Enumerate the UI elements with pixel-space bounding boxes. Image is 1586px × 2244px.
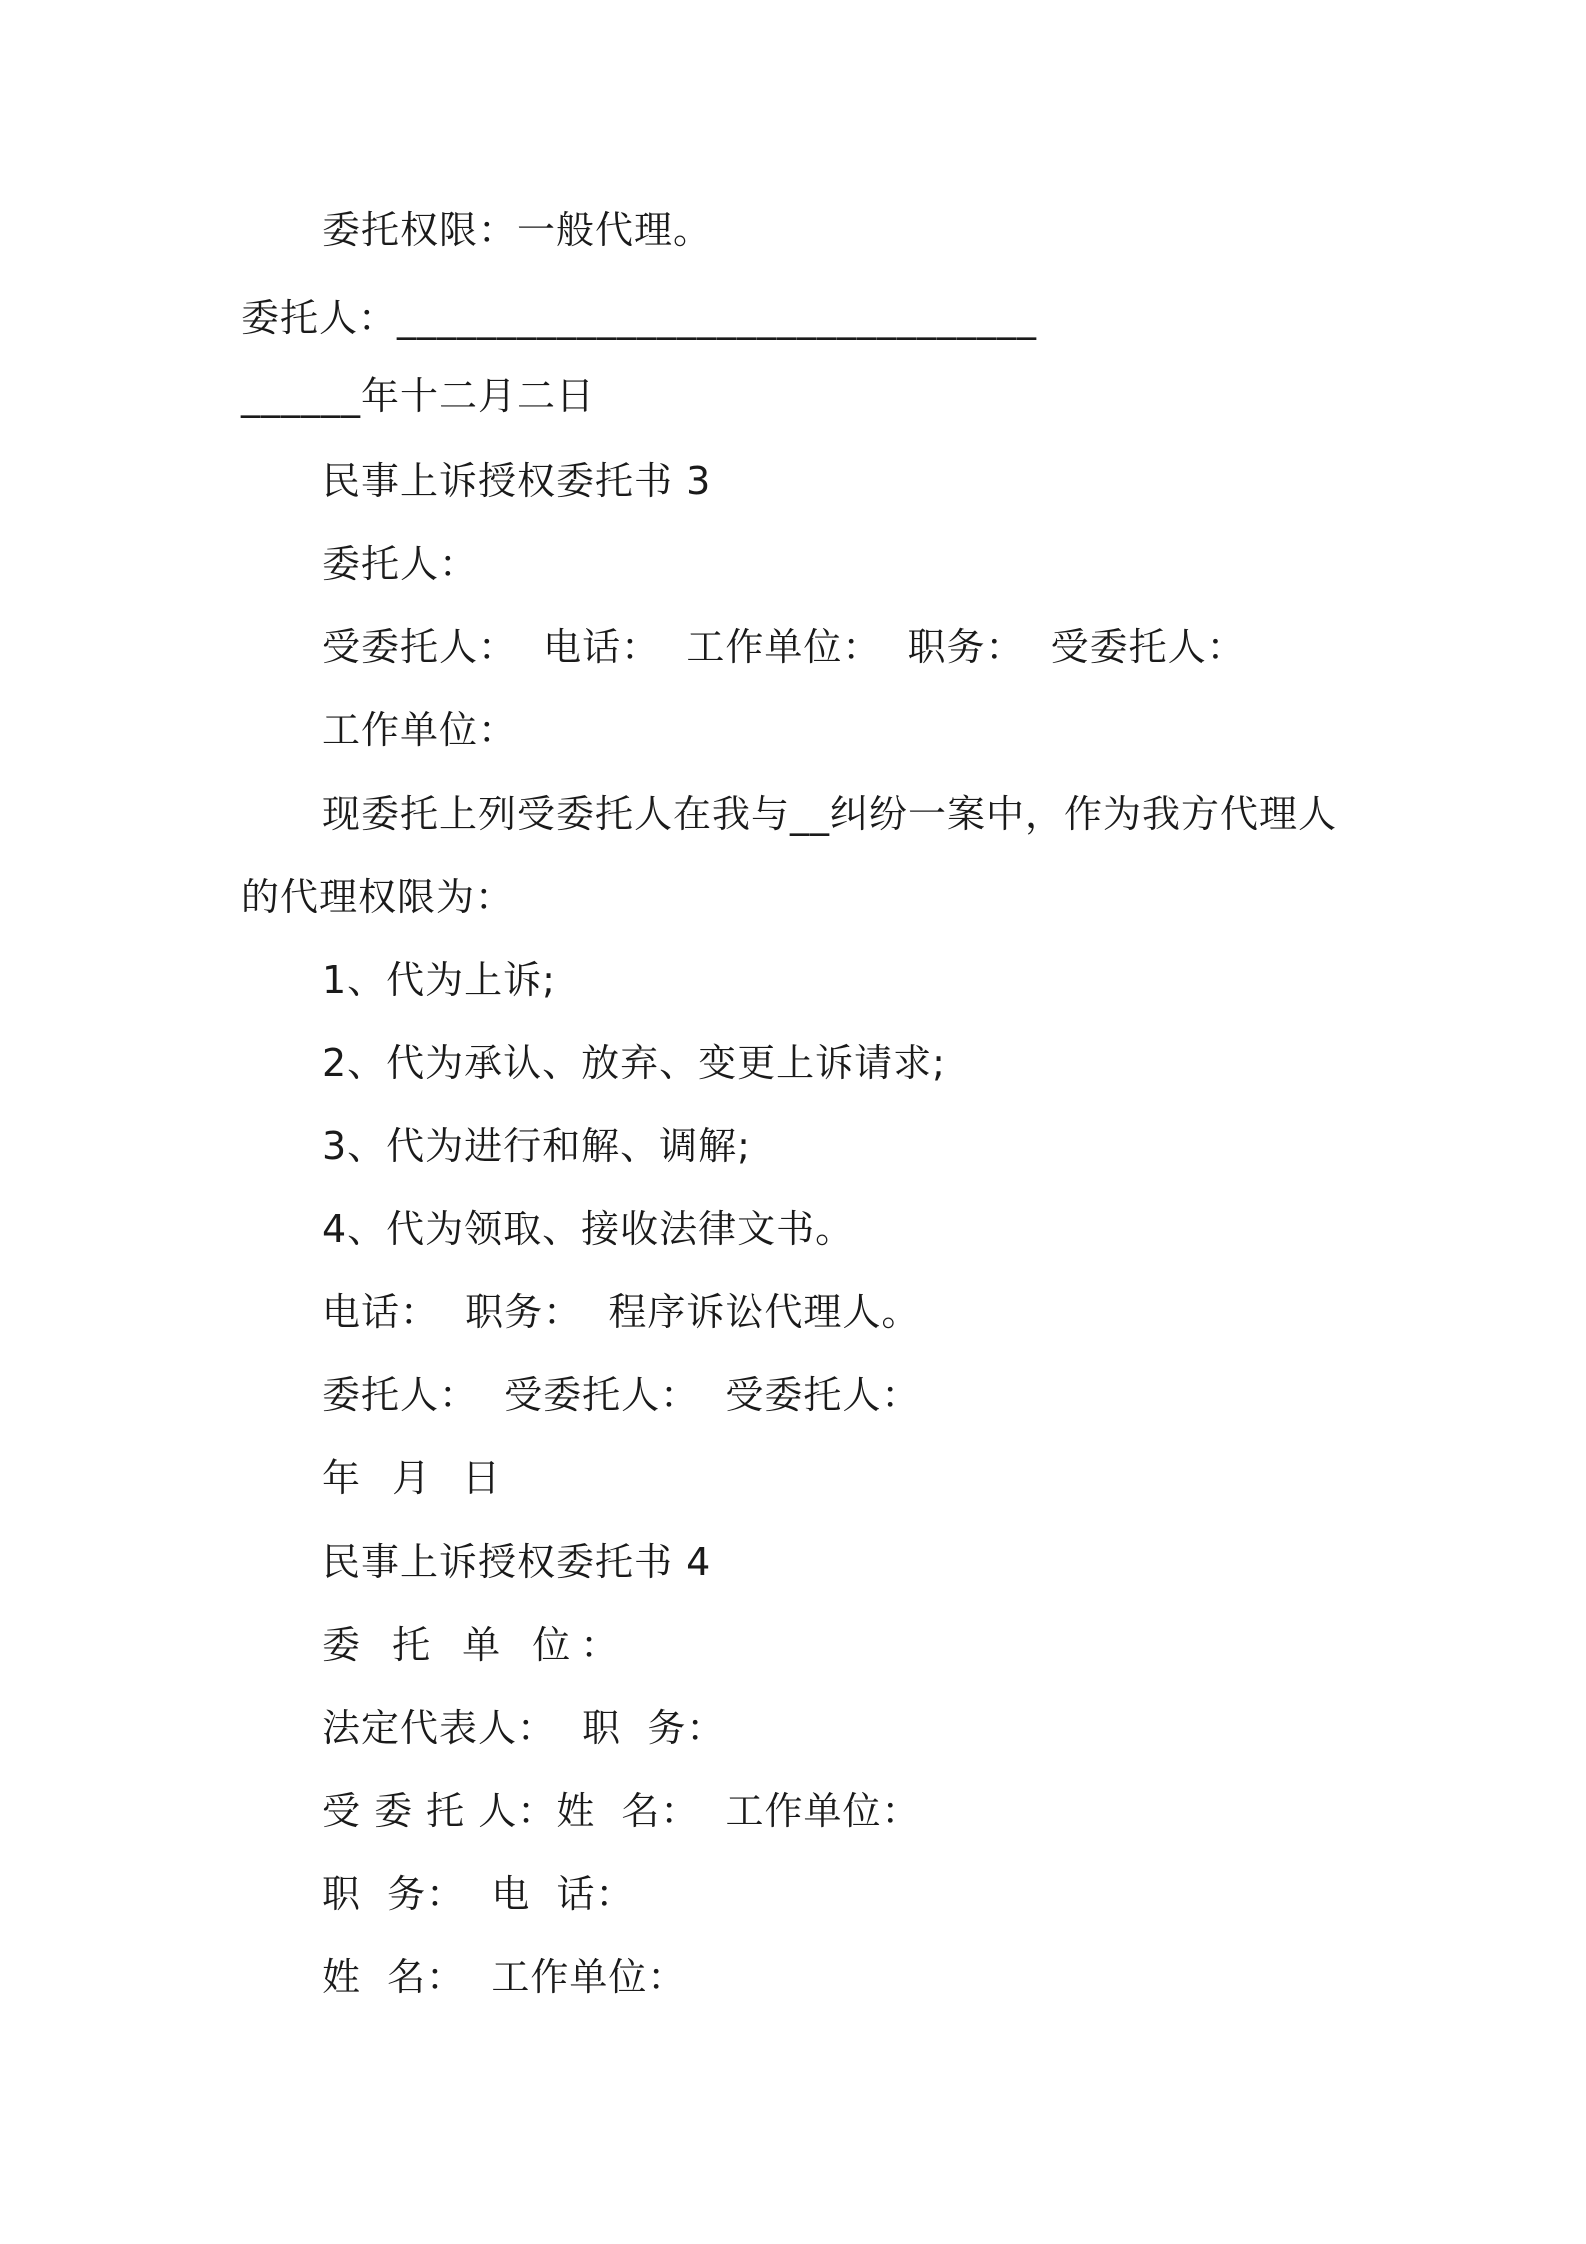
- entrust-statement-line-1: 现委托上列受委托人在我与__纠纷一案中，作为我方代理人: [322, 792, 1338, 836]
- section-title-3: 民事上诉授权委托书 3: [322, 459, 712, 503]
- entrust-statement-line-2: 的代理权限为：: [241, 875, 515, 919]
- authority-item-4: 4、代为领取、接收法律文书。: [322, 1207, 855, 1251]
- name-workplace-fields: 姓 名： 工作单位：: [322, 1955, 687, 1999]
- date-line: ______年十二月二日: [241, 374, 596, 418]
- position-phone-fields: 职 务： 电 话：: [322, 1872, 635, 1916]
- agent-info-fields: 受委托人： 电话： 工作单位： 职务： 受委托人：: [322, 625, 1246, 669]
- authority-item-2: 2、代为承认、放弃、变更上诉请求;: [322, 1041, 946, 1085]
- principal-field: 委托人：: [322, 542, 479, 586]
- authority-item-3: 3、代为进行和解、调解;: [322, 1124, 751, 1168]
- entrusting-unit-field: 委 托 单 位：: [322, 1623, 629, 1667]
- authority-item-1: 1、代为上诉;: [322, 958, 556, 1002]
- principal-signature-line: 委托人：________________________________: [241, 296, 1038, 340]
- signature-fields: 委托人： 受委托人： 受委托人：: [322, 1373, 921, 1417]
- legal-representative-fields: 法定代表人： 职 务：: [322, 1706, 726, 1750]
- contact-fields: 电话： 职务： 程序诉讼代理人。: [322, 1290, 921, 1334]
- workplace-field: 工作单位：: [322, 708, 518, 752]
- section-title-4: 民事上诉授权委托书 4: [322, 1540, 712, 1584]
- date-fields: 年 月 日: [322, 1456, 511, 1500]
- agent-name-fields: 受 委 托 人：姓 名： 工作单位：: [322, 1789, 921, 1833]
- authority-scope-line: 委托权限：一般代理。: [322, 208, 713, 252]
